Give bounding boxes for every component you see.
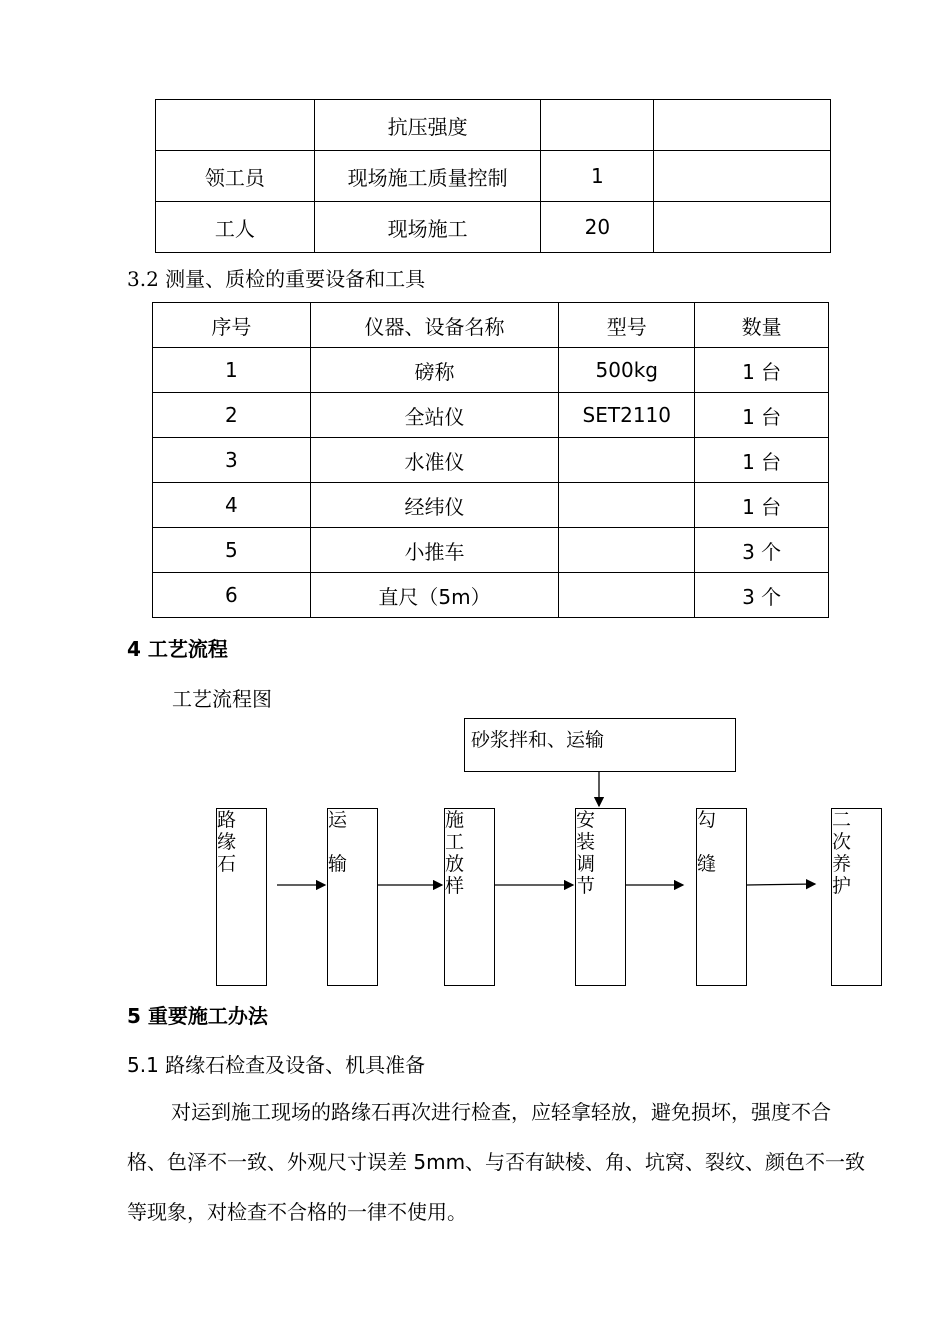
table-cell: SET2110: [559, 393, 695, 438]
table-cell: 1 台: [695, 438, 829, 483]
table-cell: 2: [153, 393, 311, 438]
table-cell: 小推车: [310, 528, 559, 573]
table-header-cell: 数量: [695, 303, 829, 348]
table-cell: 3: [153, 438, 311, 483]
table-cell: 经纬仪: [310, 483, 559, 528]
flow-step-label: 运输: [328, 809, 348, 875]
table-cell: 磅称: [310, 348, 559, 393]
table-cell: 1 台: [695, 348, 829, 393]
table-header-cell: 序号: [153, 303, 311, 348]
table-cell: 领工员: [156, 151, 315, 202]
section-4-heading: 4 工艺流程: [127, 637, 228, 661]
table-cell: 1: [153, 348, 311, 393]
table-header-cell: 仪器、设备名称: [310, 303, 559, 348]
table-cell: 4: [153, 483, 311, 528]
flow-chart-title: 工艺流程图: [172, 687, 272, 711]
table-cell: 5: [153, 528, 311, 573]
table-cell: 现场施工质量控制: [314, 151, 541, 202]
table-cell: 直尺（5m）: [310, 573, 559, 618]
flow-step-label: 路缘石: [217, 809, 237, 875]
table-cell: 3 个: [695, 573, 829, 618]
section-3-2-heading: 3.2 测量、质检的重要设备和工具: [127, 267, 426, 291]
flow-step-label: 施工放样: [445, 809, 465, 897]
section-5-1-heading: 5.1 路缘石检查及设备、机具准备: [127, 1053, 426, 1077]
table-cell: 现场施工: [314, 202, 541, 253]
table-cell: 20: [541, 202, 654, 253]
table-cell: 1: [541, 151, 654, 202]
table-cell: 500kg: [559, 348, 695, 393]
section-5-heading: 5 重要施工办法: [127, 1004, 268, 1028]
table-cell: 水准仪: [310, 438, 559, 483]
flow-top-box-label: 砂浆拌和、运输: [471, 729, 605, 751]
table-cell: 全站仪: [310, 393, 559, 438]
flow-step-label: 二次养护: [832, 809, 852, 897]
table-cell: 抗压强度: [314, 100, 541, 151]
table-cell: 工人: [156, 202, 315, 253]
body-paragraph: 对运到施工现场的路缘石再次进行检查，应轻拿轻放，避免损坏，强度不合格、色泽不一致、外观尺寸误差 5mm、与否有缺棱、角、坑窝、裂纹、颜色不一致等现象，对检查不合格的一律不使用。: [127, 1100, 866, 1224]
table-cell: 1 台: [695, 483, 829, 528]
flow-step-label: 安装调节: [576, 809, 596, 897]
table-cell: 1 台: [695, 393, 829, 438]
table-header-cell: 型号: [559, 303, 695, 348]
flow-step-label: 勾缝: [697, 809, 717, 875]
table-cell: 6: [153, 573, 311, 618]
table-cell: 3 个: [695, 528, 829, 573]
flow-arrow: [747, 884, 815, 885]
